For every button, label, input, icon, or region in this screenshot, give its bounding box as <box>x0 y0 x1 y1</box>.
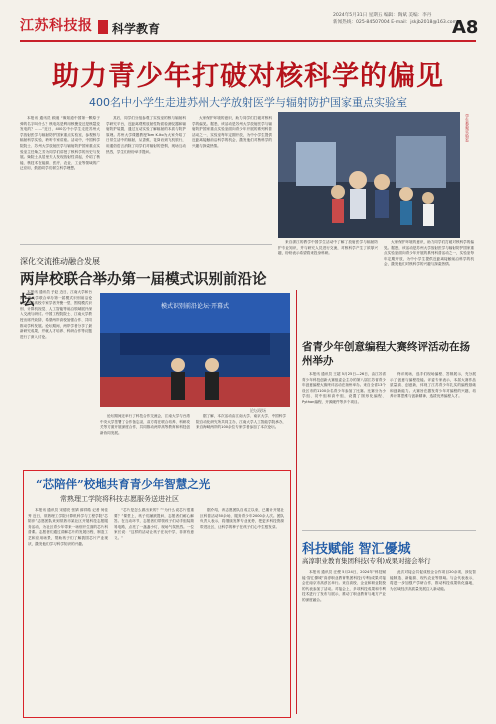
story4-title: 省青少年创意编程大赛终评活动在扬州举办 <box>302 341 470 367</box>
lab-scene-illustration <box>278 112 460 238</box>
story2-column-2: 论坛期间还举行了科技合作交流会，江南大学与台湾中央大学签署了合作备忘录，双方将在联合培养、科研攻关等方面开展深度合作，共同推动两岸高等教育和科技创新协同发展。 <box>100 414 190 435</box>
divider <box>20 244 272 245</box>
story4-column-2: 终评现场，选手们现场编程、答辩展示，充分展示了创意与编程技能。评委专家表示，本届大赛作品质量高、创意新，体现了江苏青少年扎实的编程基础和创新能力。大赛旨在激发青少年对编程的兴趣，培养计算思维与创新精神，选拔优秀编程人才。 <box>390 372 476 399</box>
forum-stage-illustration <box>100 293 290 407</box>
lead-column-2: 其后，同学们分组参观了实验室的核与辐射科学研究平台，近距离观察放射性物质检测仪器和辐射防护装置，通过互动实验了解辐射的本质与防护原理。苏州大学课题教授Tom K.Ito为大家介绍了日常生活中的辐射，从香蕉、花岗岩到飞机旅行，用通俗语言消除了同学们对辐射的恐惧，现场互动热烈，学生们纷纷举手提问。 <box>106 116 186 154</box>
story3-column-2: “芯片是怎么做出来的？”“为什么说芯片很重要？”课堂上，孩子们踊跃提问，志愿者们耐心解答。在互动环节，志愿者们带领孩子们动手组装简易电路，点亮了一盏盏小灯，现场气氛热烈。一位家长说：“这样的活动让孩子在玩中学，非常有意义。” <box>114 508 194 540</box>
story5-column-1: 本报讯 通讯员 汪俊 5月24日，2024年“科技赋能·智汇優城”高淳职业教育集团科技(专利)成果对接会在南京市高淳区举行。来自高校、企业和职业院校的代表参加了活动。对接会上，多项科技成果和专利技术进行了发布与展示，推动了职业教育与地方产业的深度融合。 <box>302 570 386 602</box>
date-line: 2024年5月31日 星期五 编辑：陶斌 美编：李丹 <box>333 13 432 18</box>
newspaper-logo: 江苏科技报 <box>20 18 93 34</box>
story2-kicker: 深化交流推动融合发展 <box>20 257 100 266</box>
story3-title: “芯陪伴”校地共育青少年智慧之光 <box>36 477 211 491</box>
lead-subhead: 400名中小学生走进苏州大学放射医学与辐射防护国家重点实验室 <box>89 96 407 109</box>
forum-banner-text: 模式识别前沿论坛·开幕式 <box>161 303 229 310</box>
story5-column-2: 此次对接会共促成校企合作项目20余项，涉及智能制造、新能源、现代农业等领域。与会代表表示，将进一步加强产学研合作，推动科技成果转化落地，为区域经济高质量发展注入新动能。 <box>390 570 476 591</box>
story5-title: 科技赋能 智汇優城 <box>302 542 411 557</box>
lead-column-1: 本报讯 通讯员 顾迪 “像知道中国第一颗原子弹的名字叫什么？核电站是利用核聚变还是核裂变发电的？……”近日，400名中小学生走进苏州大学放射医学与辐射防护国家重点实验室，参观核与辐射科学实验，聆听专家讲座。活动中，中国科学院院士、苏州大学放射医学与辐射防护国家重点实验室主任柴之芳为同学们讲授了核科学的历史与发展。柴院士从居里夫人发现放射性讲起，介绍了核能、核技术在能源、医疗、农业、工业等领域的广泛应用，鼓励同学们树立科学理想。 <box>20 116 100 171</box>
story2-column-1: 本报讯 通讯员 予赵 近日，江南大学和台湾中央大学联合举办第一届模式识别前沿论坛。两岸高校专家学者齐聚一堂，围绕模式识别、计算机视觉、人工智能等前沿领域展开深入交流与研讨。中国工程院院士、江南大学教授出席并致辞，希望两岸高校加强合作、共同推动学科发展。论坛期间，两岸学者分享了最新研究成果，并就人才培养、科研合作等议题进行了深入讨论。 <box>20 290 92 339</box>
story2-column-3: 据了解，本次活动由江南大学、南京大学、中国科学院自动化研究所共同主办，江南大学人工智能学院承办，来自海峡两岸的100余位专家学者参加了本次论坛。 <box>196 414 286 430</box>
lead-column-3: 大家保护环境的意识，助力同学们打破对核科学的偏见。据悉，该活动是苏州大学放射医学与辐射防护国家重点实验室面向青少年开展的系列科普活动之一，实验室每年定期开放，为中小学生提供近距离接触前沿科学的机会，激发他们对核科学的兴趣与探索热情。 <box>192 116 272 148</box>
story3-subtitle: 常熟理工学院将科技志愿服务送进社区 <box>60 495 179 503</box>
story5-subtitle: 高淳职业教育集团科技(专利)成果对接会举行 <box>302 557 431 565</box>
lead-photo <box>278 112 460 238</box>
lead-headline: 助力青少年打破对核科学的偏见 <box>52 61 444 92</box>
lead-caption-note: 来自浙江的教学中国学生活动中了解了放射医学与辐射防护专业知识，并与研究人员进行交流，对核科学产生了浓厚兴趣，纷纷表示希望将来投身科研。 <box>278 240 378 256</box>
page-number: A8 <box>452 17 479 38</box>
story4-column-1: 本报讯 通讯员 王超 5月25日—26日，由江苏省青少年科技创新大赛组委会主办的第八届江苏省青少年创意编程大赛终评活动在扬州举办。来自全省13个设区市的1100余名青少年参加了比赛。比赛分为小学组、初中组和高中组，设置了图形化编程、Python编程、开源硬件等多个项目。 <box>302 372 386 404</box>
story3-column-3: 据介绍，该志愿团队自成立以来，已累计开展社区科普活动50余场，服务青少年2000余人次。团队负责人表示，将继续发挥专业优势，把更多科技资源带进社区，让科学的种子在孩子们心中生根发芽。 <box>200 508 284 529</box>
story2-photo-caption: 论坛现场 <box>250 408 266 413</box>
section-marker-icon <box>98 20 108 34</box>
contact-line: 新闻热线：025-84507004 E-mail：jskjb2018@163.com <box>333 20 458 25</box>
story2-title: 两岸校联合举办第一届模式识别前沿论坛 <box>20 271 267 309</box>
masthead <box>0 0 496 40</box>
column-divider <box>296 290 297 714</box>
masthead-rule <box>20 40 476 42</box>
lead-photo-caption: 学生参观实验室 <box>465 114 470 142</box>
story2-photo <box>100 293 290 407</box>
story3-column-1: 本报讯 通讯员 宋德亮 张婧 薛祥皓 记者 何佳秀 近日，常熟理工学院计算机科学与工程学院“芯陪伴”志愿团队来到常熟市某社区开展科技志愿服务活动，为社区青少年带来一场别开生面的芯片科普课。志愿者们通过讲解芯片的发展历程、制造工艺和应用场景，帮助孩子们了解我国芯片产业现状，激发他们学习科学知识的兴趣。 <box>28 508 108 546</box>
divider <box>302 530 476 531</box>
lead-column-4: 大家保护环境的意识，助力同学们打破对核科学的偏见。据悉，该活动是苏州大学放射医学与辐射防护国家重点实验室面向青少年开展的系列科普活动之一，实验室每年定期开放，为中小学生提供近距离接触前沿科学的机会，激发他们对核科学的兴趣与探索热情。 <box>384 240 474 267</box>
section-title: 科学教育 <box>112 22 161 36</box>
masthead-meta <box>333 12 457 26</box>
